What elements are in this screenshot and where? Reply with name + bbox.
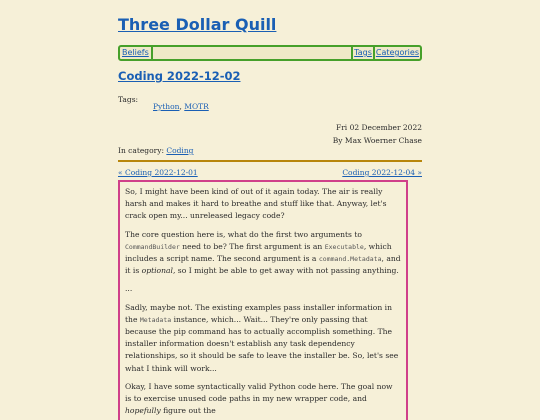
divider-rule (118, 160, 422, 162)
post-content (118, 180, 408, 420)
emphasis-hopefully: hopefully (125, 406, 161, 416)
text: Okay, I have some syntactically valid Python code here. The goal now is to exercise unused code paths in my new wrapper code, and (125, 381, 393, 404)
code-executable: Executable (324, 242, 364, 251)
paragraph (125, 302, 401, 375)
post-title-link[interactable]: Coding 2022-12-02 (118, 69, 241, 83)
category-label: In category: (118, 146, 164, 155)
paragraph: So, I might have been kind of out of it again today. The air is really harsh and makes it hard to breathe and stuff like that. Anyway, let's crack open my... unreleased legacy code? (125, 187, 387, 221)
paragraph (125, 229, 401, 278)
post-meta (333, 122, 422, 147)
nav-bar (118, 45, 422, 61)
emphasis-optional: optional (141, 266, 173, 276)
tags-label: Tags: (118, 95, 139, 104)
paragraph-ellipsis: ... (125, 284, 133, 294)
post-category (118, 146, 193, 155)
tags-list (153, 102, 209, 111)
text: instance, which... Wait... They're only passing that because the pip command has to actually accomplish something. The installer information doesn't establish any task dependency relationships, so it should be safe to leave the installer be. So, let's see what I think will work... (125, 314, 399, 373)
text: Sadly, maybe not. The existing examples pass installer information in the (125, 302, 392, 324)
code-command-metadata: command.Metadata (318, 255, 382, 264)
text: , so I might be able to get away with not passing anything. (172, 266, 399, 276)
nav-right (350, 47, 419, 59)
code-command-builder: CommandBuilder (125, 242, 180, 251)
next-post-link[interactable]: Coding 2022-12-04 » (342, 168, 422, 177)
nav-divider (373, 47, 375, 59)
prev-post-link[interactable]: « Coding 2022-12-01 (118, 168, 198, 177)
nav-tags-link[interactable]: Tags (354, 48, 372, 57)
tag-separator: , (179, 102, 185, 111)
post-date: Fri 02 December 2022 (336, 123, 422, 132)
text: figure out the (160, 406, 216, 416)
nav-categories-link[interactable]: Categories (375, 48, 419, 57)
category-coding-link[interactable]: Coding (166, 146, 194, 155)
nav-left (122, 47, 153, 59)
post-author: By Max Woerner Chase (332, 135, 422, 145)
paragraph (125, 381, 401, 418)
text: , and it is (125, 254, 401, 276)
text: , which includes a script name. The second argument is a (125, 241, 392, 264)
tag-motr-link[interactable]: MOTR (184, 102, 209, 111)
tag-python-link[interactable]: Python (153, 102, 180, 111)
text: need to be? The first argument is an (179, 241, 325, 251)
text: The core question here is, what do the first two arguments to (125, 229, 362, 239)
site-title-link[interactable]: Three Dollar Quill (118, 15, 277, 34)
nav-beliefs-link[interactable]: Beliefs (122, 48, 149, 57)
nav-divider (351, 47, 353, 59)
code-metadata: Metadata (139, 315, 172, 324)
